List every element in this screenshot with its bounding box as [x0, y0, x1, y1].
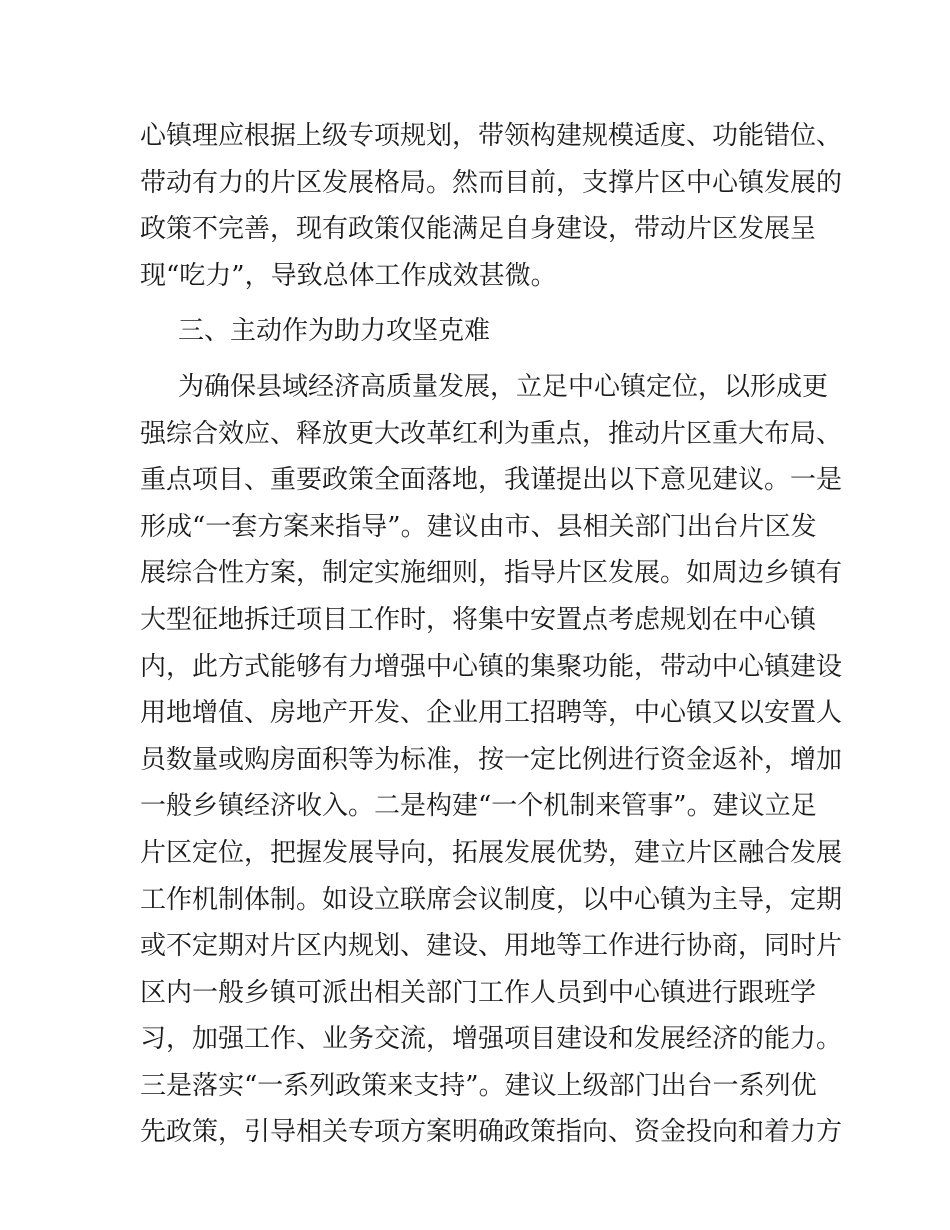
section-heading [140, 308, 812, 355]
text-line: 工作机制体制。如设立联席会议制度，以中心镇为主导，定期 [140, 884, 843, 915]
document-body [140, 113, 843, 1156]
text-line: 强综合效应、释放更大改革红利为重点，推动片区重大布局、 [140, 418, 843, 449]
paragraph-1 [140, 113, 843, 299]
paragraph-2 [140, 364, 843, 1156]
text-line: 区内一般乡镇可派出相关部门工作人员到中心镇进行跟班学 [140, 977, 817, 1008]
text-line: 员数量或购房面积等为标准，按一定比例进行资金返补，增加 [140, 744, 843, 775]
text-line: 政策不完善，现有政策仅能满足自身建设，带动片区发展呈 [140, 214, 817, 245]
text-line: 片区定位，把握发展导向，拓展发展优势，建立片区融合发展 [140, 837, 843, 868]
text-line: 形成“一套方案来指导”。建议由市、县相关部门出台片区发 [140, 511, 817, 542]
text-line: 心镇理应根据上级专项规划，带领构建规模适度、功能错位、 [140, 121, 843, 151]
text-line: 内，此方式能够有力增强中心镇的集聚功能，带动中心镇建设 [140, 651, 843, 682]
text-line: 现“吃力”，导致总体工作成效甚微。 [140, 260, 557, 291]
text-line: 习，加强工作、业务交流，增强项目建设和发展经济的能力。 [140, 1024, 843, 1055]
heading-text: 三、主动作为助力攻坚克难 [178, 316, 491, 347]
text-line: 重点项目、重要政策全面落地，我谨提出以下意见建议。一是 [140, 465, 843, 496]
text-line: 用地增值、房地产开发、企业用工招聘等，中心镇又以安置人 [140, 698, 843, 729]
text-line: 大型征地拆迁项目工作时，将集中安置点考虑规划在中心镇 [140, 604, 817, 635]
text-line: 先政策，引导相关专项方案明确政策指向、资金投向和着力方 [140, 1117, 843, 1148]
text-line: 为确保县域经济高质量发展，立足中心镇定位，以形成更 [178, 371, 829, 402]
text-line: 三是落实“一系列政策来支持”。建议上级部门出台一系列优 [140, 1070, 817, 1101]
text-line: 展综合性方案，制定实施细则，指导片区发展。如周边乡镇有 [140, 558, 843, 589]
text-line: 或不定期对片区内规划、建设、用地等工作进行协商，同时片 [140, 931, 843, 962]
text-line: 带动有力的片区发展格局。然而目前，支撑片区中心镇发展的 [140, 167, 843, 198]
text-line: 一般乡镇经济收入。二是构建“一个机制来管事”。建议立足 [140, 791, 817, 822]
